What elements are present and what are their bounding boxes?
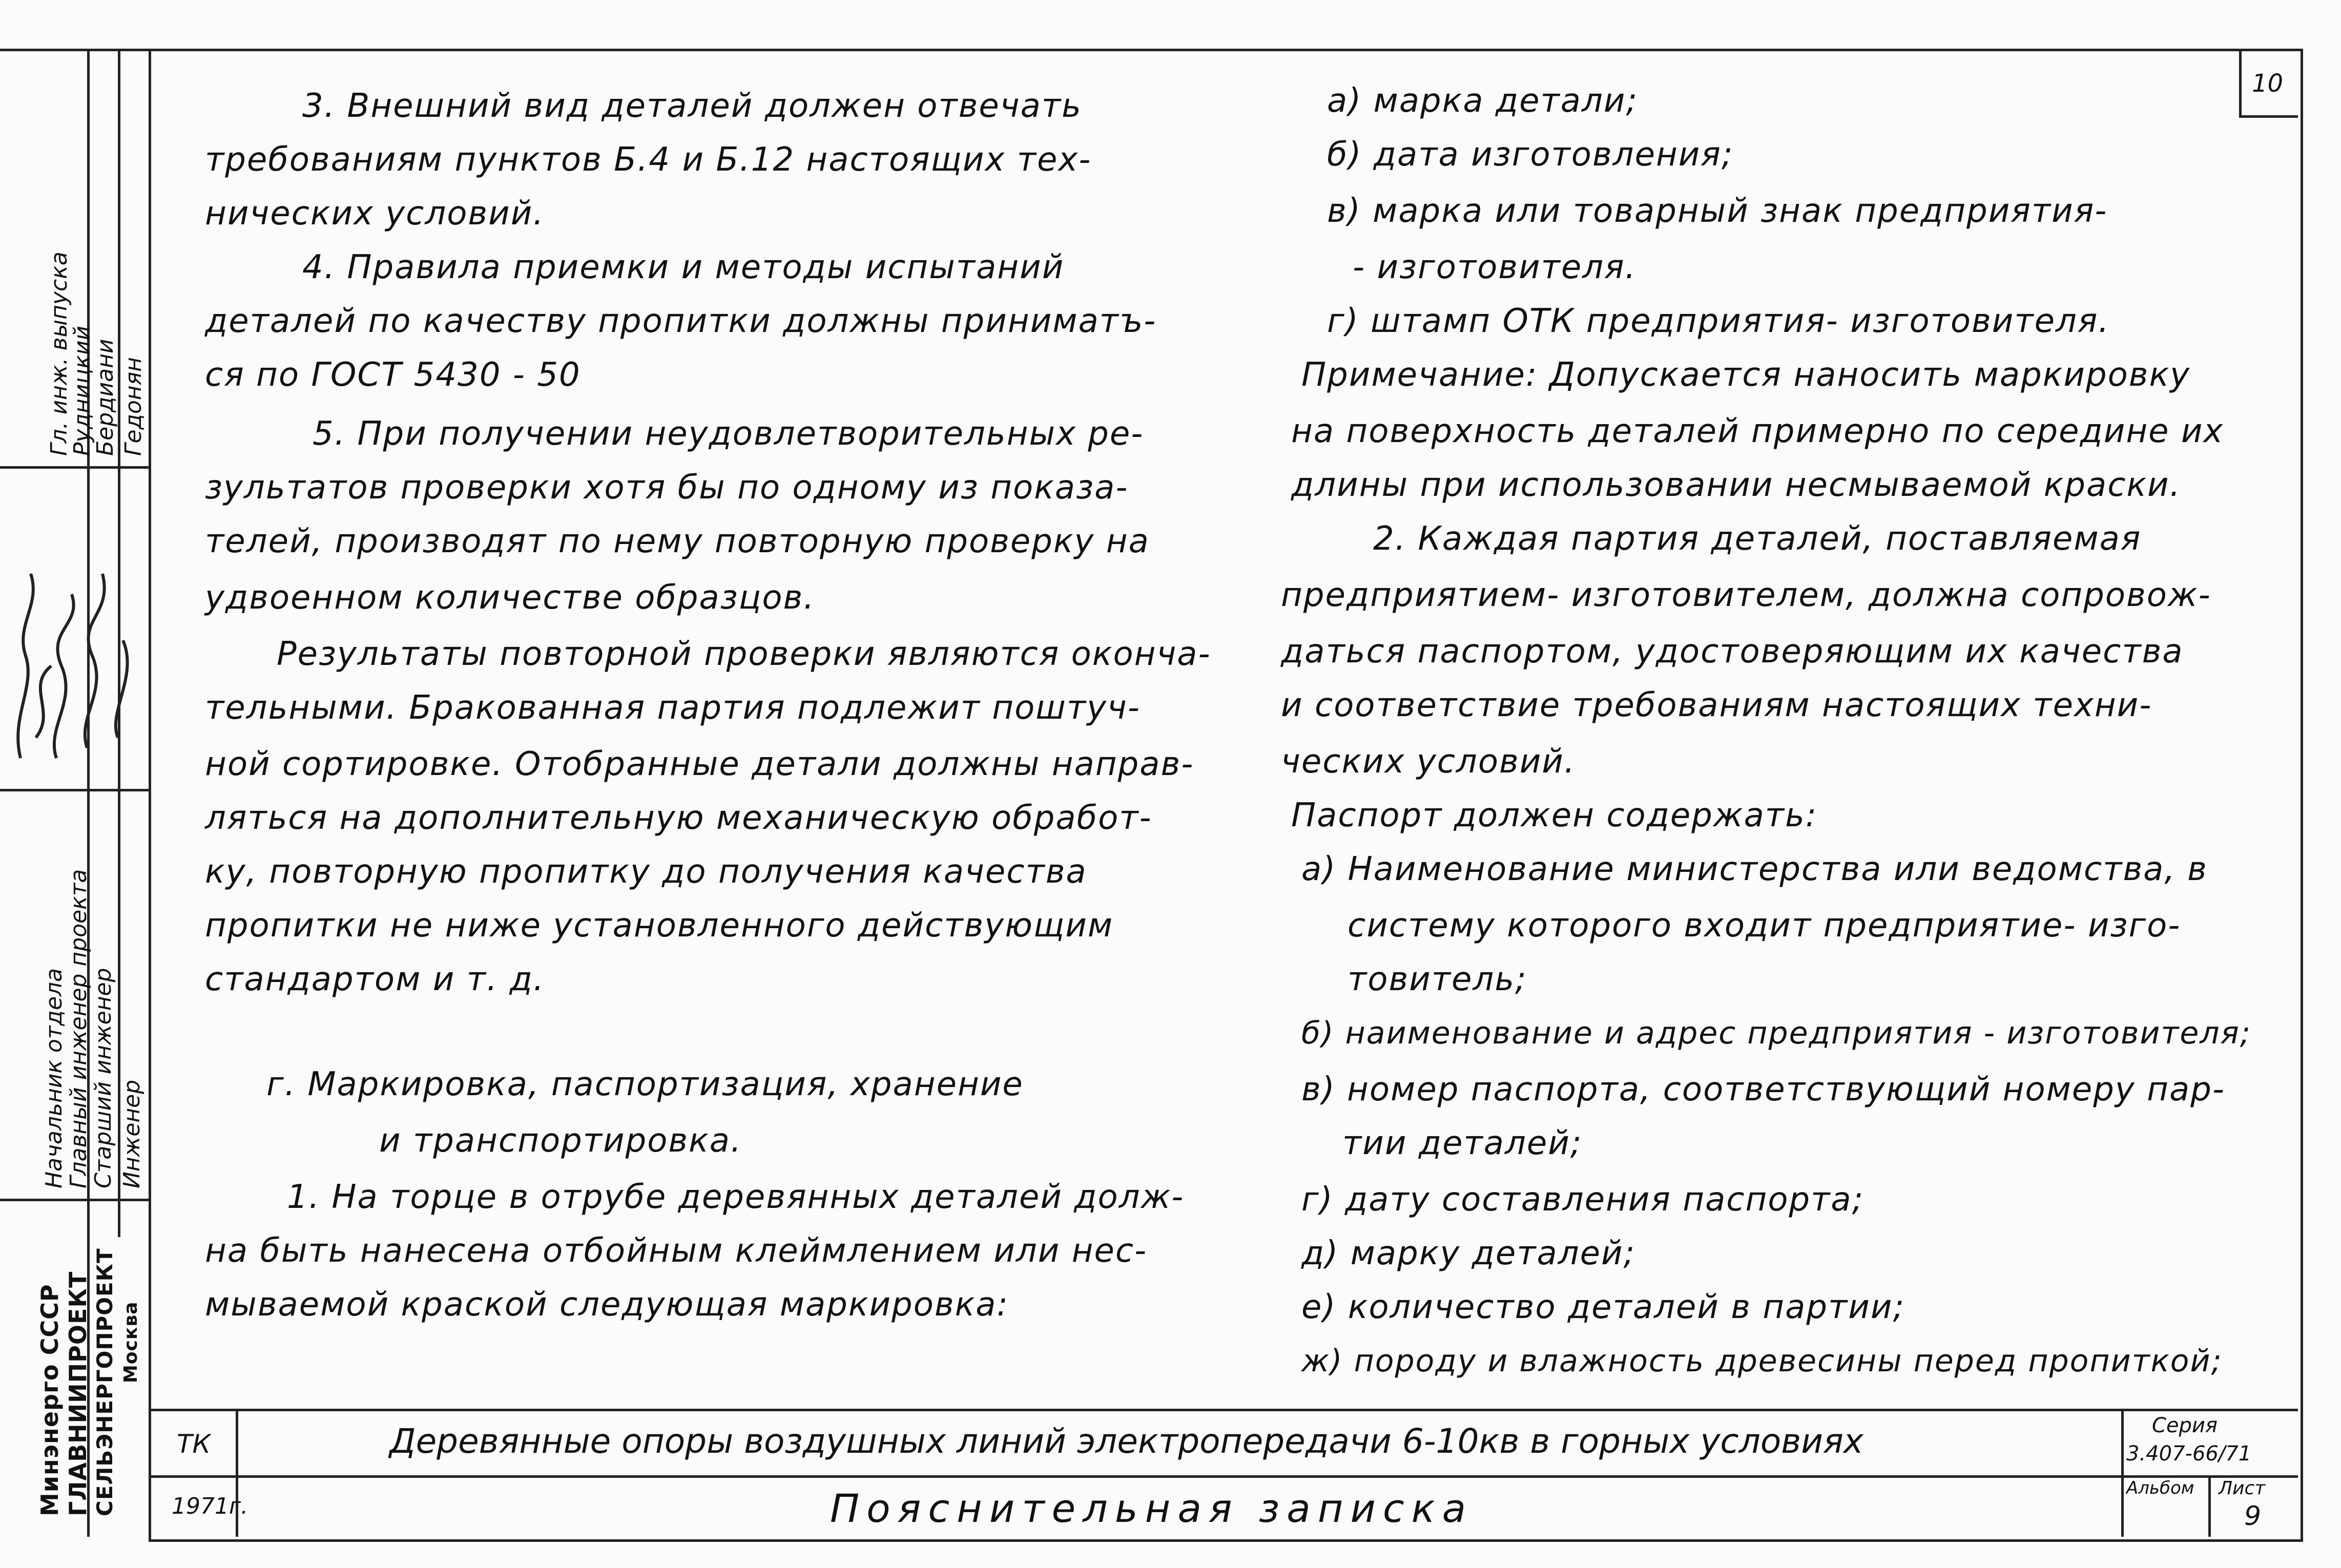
text-line: 4. Правила приемки и методы испытаний [302, 248, 1065, 286]
stamp-role: Начальник отдела [41, 968, 67, 1188]
stamp-role: Гл. инж. выпуска [46, 252, 72, 456]
text-line: в) номер паспорта, соответствующий номеру пар- [1301, 1071, 2225, 1109]
text-line: предприятием- изготовителем, должна сопровож- [1281, 576, 2211, 614]
org-line: ГЛАВНИИПРОЕКТ [64, 1271, 92, 1516]
stamp-role: Старший инженер [90, 968, 116, 1188]
text-line: 5. При получении неудовлетворительных ре- [313, 415, 1144, 453]
title-block-mid [149, 1475, 2298, 1478]
text-line: требованиям пунктов Б.4 и Б.12 настоящих тех- [205, 141, 1092, 179]
text-line: ной сортировке. Отобранные детали должны направ- [205, 745, 1194, 783]
section-heading: и транспортировка. [379, 1122, 742, 1160]
stamp-role: Инженер [119, 1079, 145, 1188]
text-line: 3. Внешний вид деталей должен отвечать [302, 87, 1082, 125]
document-subtitle: Пояснительная записка [830, 1486, 1474, 1531]
text-line: товитель; [1348, 960, 1527, 998]
text-line: систему которого входит предприятие- изго- [1348, 907, 2181, 945]
text-line: г) дату составления паспорта; [1301, 1181, 1864, 1219]
text-line: в) марка или товарный знак предприятия- [1327, 192, 2108, 230]
text-line: стандартом и т. д. [205, 960, 545, 998]
text-line: мываемой краской следующая маркировка: [205, 1286, 1009, 1324]
text-line: 1. На торце в отрубе деревянных деталей долж- [287, 1178, 1185, 1216]
text-line: деталей по качеству пропитки должны приниматъ- [205, 302, 1157, 340]
document-title: Деревянные опоры воздушных линий электропередачи 6-10кв в горных условиях [389, 1421, 1863, 1461]
series-value: 3.407-66/71 [2126, 1442, 2252, 1466]
text-line: ляться на дополнительную механическую обработ- [205, 799, 1152, 837]
text-line: Результаты повторной проверки являются оконча- [277, 635, 1211, 673]
page-number: 10 [2252, 69, 2284, 98]
text-line: - изготовителя. [1353, 248, 1636, 286]
text-line: тельными. Бракованная партия подлежит поштуч- [205, 689, 1141, 727]
signatures [0, 471, 149, 784]
text-line: зультатов проверки хотя бы по одному из показа- [205, 469, 1129, 507]
title-block-album-divider [2208, 1475, 2211, 1537]
stamp-hline-2 [0, 789, 151, 791]
document-code: ТК [177, 1429, 211, 1459]
text-line: ж) породу и влажность древесины перед пропиткой; [1301, 1343, 2223, 1379]
stamp-hline-1 [0, 466, 151, 469]
top-rule [0, 49, 154, 51]
text-line: 2. Каждая партия деталей, поставляемая [1373, 520, 2142, 558]
text-line: г) штамп ОТК предприятия- изготовителя. [1327, 302, 2110, 340]
series-label: Серия [2152, 1414, 2218, 1437]
text-line: и соответствие требованиям настоящих техни- [1281, 686, 2152, 724]
title-block-top [149, 1409, 2298, 1411]
text-line: б) наименование и адрес предприятия - изготовителя; [1301, 1015, 2251, 1051]
album-label: Альбом [2126, 1478, 2194, 1498]
text-line: даться паспортом, удостоверяющим их качества [1281, 633, 2184, 671]
text-line: на поверхность деталей примерно по середине их [1291, 412, 2224, 450]
text-line: ку, повторную пропитку до получения качества [205, 853, 1087, 891]
text-line: а) марка детали; [1327, 82, 1639, 120]
text-line: Примечание: Допускается наносить маркировку [1301, 356, 2190, 394]
text-line: длины при использовании несмываемой краски. [1291, 466, 2181, 504]
text-line: на быть нанесена отбойным клеймлением или нес- [205, 1232, 1148, 1270]
document-year: 1971г. [172, 1493, 248, 1519]
text-line: б) дата изготовления; [1327, 136, 1734, 174]
section-heading: г. Маркировка, паспортизация, хранение [266, 1065, 1024, 1103]
org-line: СЕЛЬЭНЕРГОПРОЕКТ [92, 1248, 117, 1516]
text-line: телей, производят по нему повторную проверку на [205, 522, 1150, 560]
text-line: д) марку деталей; [1301, 1235, 1636, 1272]
stamp-hline-3 [0, 1199, 151, 1201]
text-line: удвоенном количестве образцов. [205, 579, 815, 617]
text-line: Паспорт должен содержать: [1291, 797, 1818, 834]
text-line: ческих условий. [1281, 743, 1576, 781]
text-line: нических условий. [205, 195, 545, 233]
stamp-role: Главный инженер проекта [66, 869, 92, 1188]
text-line: ся по ГОСТ 5430 - 50 [205, 356, 581, 394]
sheet-number: 9 [2244, 1501, 2262, 1532]
title-block-right-divider [2121, 1409, 2124, 1537]
org-line: Москва [120, 1301, 141, 1383]
stamp-role: Бердиани [92, 339, 118, 456]
text-line: е) количество деталей в партии; [1301, 1288, 1905, 1326]
org-line: Минэнерго СССР [36, 1284, 64, 1516]
sheet-label: Лист [2219, 1478, 2266, 1499]
stamp-role: Рудницкий [69, 325, 95, 456]
stamp-role: Гедонян [120, 357, 147, 456]
text-line: а) Наименование министерства или ведомства, в [1301, 850, 2208, 888]
text-line: пропитки не ниже установленного действующим [205, 907, 1114, 945]
text-line: тии деталей; [1342, 1124, 1583, 1162]
